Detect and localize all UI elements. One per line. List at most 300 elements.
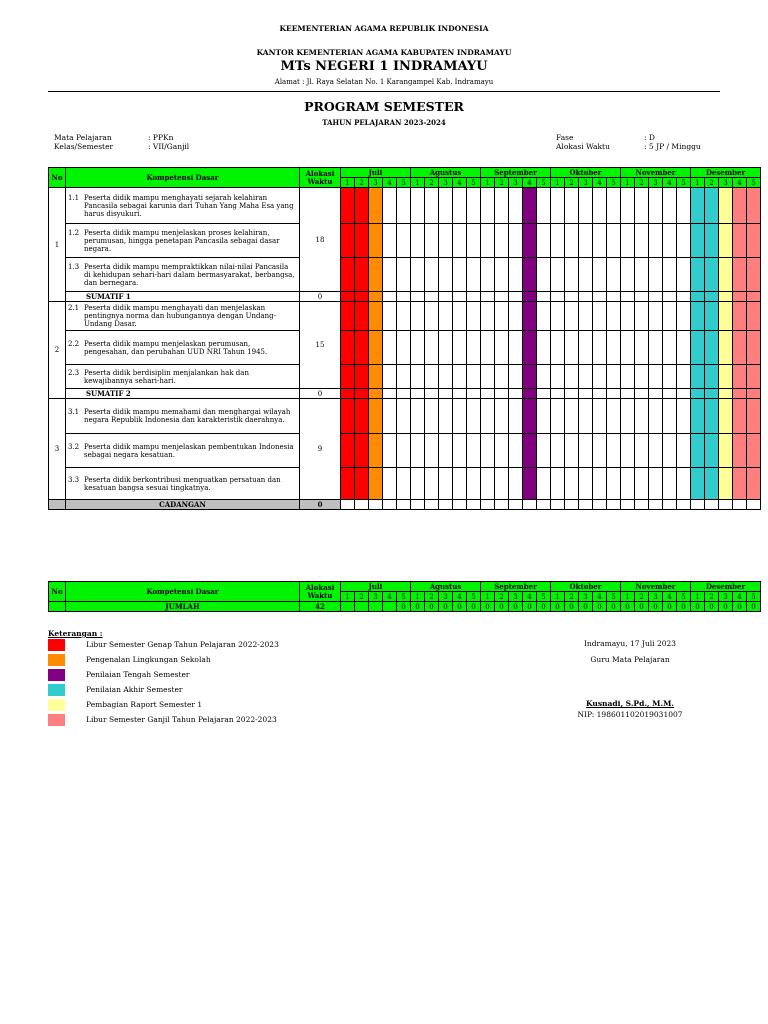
week-cell xyxy=(663,224,677,258)
week-cell xyxy=(481,399,495,434)
week-cell xyxy=(607,224,621,258)
competency-number: 1.2 xyxy=(68,228,80,237)
week-cell xyxy=(341,399,355,434)
ministry-name: KEEMENTERIAN AGAMA REPUBLIK INDONESIA xyxy=(279,24,489,33)
week-cell xyxy=(551,468,565,500)
week-cell xyxy=(523,500,537,510)
week-header: 1 xyxy=(341,592,355,602)
week-cell xyxy=(425,292,439,302)
week-cell xyxy=(677,258,691,292)
week-cell xyxy=(677,434,691,468)
week-cell xyxy=(621,258,635,292)
week-cell xyxy=(635,302,649,331)
week-header: 3 xyxy=(719,592,733,602)
legend-text: Penilaian Tengah Semester xyxy=(86,670,190,679)
summatif-row xyxy=(49,389,761,399)
week-cell xyxy=(747,292,761,302)
competency-cell xyxy=(66,224,300,258)
week-cell xyxy=(691,500,705,510)
legend-swatch xyxy=(48,669,65,681)
week-cell xyxy=(369,399,383,434)
week-cell xyxy=(509,365,523,389)
week-cell xyxy=(733,365,747,389)
week-cell xyxy=(439,302,453,331)
week-cell xyxy=(453,292,467,302)
week-cell xyxy=(341,292,355,302)
week-cell xyxy=(621,399,635,434)
week-cell xyxy=(537,258,551,292)
week-cell xyxy=(719,434,733,468)
week-header: 5 xyxy=(747,592,761,602)
week-header: 1 xyxy=(411,178,425,188)
week-cell xyxy=(677,500,691,510)
week-cell xyxy=(369,331,383,365)
legend-text: Libur Semester Ganjil Tahun Pelajaran 2022-2023 xyxy=(86,715,277,724)
week-cell xyxy=(705,365,719,389)
month-header: Desember xyxy=(691,582,761,592)
week-header: 4 xyxy=(733,592,747,602)
week-total: 0 xyxy=(691,602,705,612)
week-cell xyxy=(593,331,607,365)
week-cell xyxy=(705,399,719,434)
week-cell xyxy=(719,258,733,292)
week-cell xyxy=(663,500,677,510)
week-cell xyxy=(411,331,425,365)
week-cell xyxy=(733,500,747,510)
semester-program-table xyxy=(48,167,761,510)
week-cell xyxy=(733,468,747,500)
week-cell xyxy=(383,188,397,224)
week-cell xyxy=(467,302,481,331)
week-cell xyxy=(649,188,663,224)
week-cell xyxy=(495,468,509,500)
week-cell xyxy=(719,331,733,365)
week-cell xyxy=(509,302,523,331)
week-cell xyxy=(537,331,551,365)
week-cell xyxy=(747,365,761,389)
week-cell xyxy=(691,258,705,292)
week-header: 3 xyxy=(369,178,383,188)
competency-number: 1.3 xyxy=(68,262,80,271)
week-cell xyxy=(425,302,439,331)
week-cell xyxy=(705,468,719,500)
week-cell xyxy=(537,468,551,500)
month-header: Juli xyxy=(341,168,411,178)
week-cell xyxy=(621,188,635,224)
week-header: 1 xyxy=(691,178,705,188)
week-cell xyxy=(369,258,383,292)
week-header: 1 xyxy=(691,592,705,602)
week-header: 2 xyxy=(635,178,649,188)
reserve-allocation: 0 xyxy=(300,500,341,510)
total-row xyxy=(49,602,761,612)
week-cell xyxy=(663,434,677,468)
week-header: 2 xyxy=(565,178,579,188)
week-cell xyxy=(411,365,425,389)
week-cell xyxy=(411,434,425,468)
week-cell xyxy=(369,500,383,510)
week-cell xyxy=(495,365,509,389)
competency-cell xyxy=(66,331,300,365)
week-cell xyxy=(565,399,579,434)
week-cell xyxy=(467,399,481,434)
week-cell xyxy=(663,292,677,302)
week-cell xyxy=(635,389,649,399)
week-cell xyxy=(691,389,705,399)
week-cell xyxy=(565,258,579,292)
week-cell xyxy=(453,302,467,331)
week-cell xyxy=(383,292,397,302)
week-cell xyxy=(439,188,453,224)
week-cell xyxy=(341,331,355,365)
week-cell xyxy=(397,365,411,389)
week-cell xyxy=(719,500,733,510)
competency-number: 2.2 xyxy=(68,339,80,348)
week-cell xyxy=(509,399,523,434)
legend-text: Pembagian Raport Semester 1 xyxy=(86,700,203,709)
week-header: 4 xyxy=(663,178,677,188)
week-cell xyxy=(467,331,481,365)
week-cell xyxy=(425,500,439,510)
week-header: 5 xyxy=(747,178,761,188)
week-header: 3 xyxy=(579,178,593,188)
academic-year: TAHUN PELAJARAN 2023-2024 xyxy=(322,118,446,127)
week-cell xyxy=(663,302,677,331)
week-cell xyxy=(495,292,509,302)
week-cell xyxy=(341,365,355,389)
week-cell xyxy=(677,399,691,434)
week-cell xyxy=(579,331,593,365)
week-cell xyxy=(593,399,607,434)
legend-item xyxy=(48,669,348,683)
week-header: 2 xyxy=(355,178,369,188)
week-cell xyxy=(593,500,607,510)
week-cell xyxy=(453,468,467,500)
week-header: 5 xyxy=(677,592,691,602)
summatif-allocation: 0 xyxy=(300,292,341,302)
week-header: 5 xyxy=(677,178,691,188)
alloc-header: Alokasi Waktu xyxy=(300,168,341,188)
no-header: No xyxy=(49,582,66,602)
week-total: 0 xyxy=(523,602,537,612)
week-cell xyxy=(621,224,635,258)
week-cell xyxy=(691,224,705,258)
week-cell xyxy=(747,468,761,500)
week-cell xyxy=(383,224,397,258)
week-cell xyxy=(565,224,579,258)
week-cell xyxy=(579,434,593,468)
legend-swatch xyxy=(48,699,65,711)
week-cell xyxy=(607,389,621,399)
week-cell xyxy=(341,302,355,331)
kd-header: Kompetensi Dasar xyxy=(66,168,300,188)
signature-nip: NIP: 198601102019031007 xyxy=(577,710,683,719)
week-cell xyxy=(411,188,425,224)
week-cell xyxy=(467,292,481,302)
week-cell xyxy=(523,331,537,365)
week-cell xyxy=(565,331,579,365)
signature-place-date: Indramayu, 17 Juli 2023 xyxy=(583,639,677,648)
week-cell xyxy=(719,292,733,302)
week-header: 4 xyxy=(593,592,607,602)
week-cell xyxy=(551,500,565,510)
week-cell xyxy=(425,468,439,500)
competency-number: 3.1 xyxy=(68,408,80,416)
week-cell xyxy=(691,434,705,468)
week-cell xyxy=(481,434,495,468)
competency-row xyxy=(49,224,761,258)
week-header: 2 xyxy=(495,592,509,602)
kd-header: Kompetensi Dasar xyxy=(66,582,300,602)
legend-swatch xyxy=(48,639,65,651)
week-cell xyxy=(509,331,523,365)
week-cell xyxy=(579,468,593,500)
week-cell xyxy=(551,399,565,434)
week-cell xyxy=(355,292,369,302)
week-cell xyxy=(439,365,453,389)
week-cell xyxy=(649,500,663,510)
week-cell xyxy=(649,302,663,331)
week-cell xyxy=(677,302,691,331)
week-cell xyxy=(733,292,747,302)
week-cell xyxy=(649,292,663,302)
class-label: Kelas/Semester xyxy=(54,142,114,151)
competency-cell xyxy=(66,258,300,292)
group-number: 3 xyxy=(49,399,66,500)
week-cell xyxy=(607,434,621,468)
week-total: 0 xyxy=(439,602,453,612)
week-header: 3 xyxy=(649,592,663,602)
week-cell xyxy=(635,224,649,258)
week-header: 3 xyxy=(649,178,663,188)
week-total: 0 xyxy=(579,602,593,612)
week-header: 5 xyxy=(397,178,411,188)
week-cell xyxy=(369,389,383,399)
week-cell xyxy=(509,434,523,468)
week-total: 0 xyxy=(467,602,481,612)
page-title: PROGRAM SEMESTER xyxy=(304,99,464,114)
week-cell xyxy=(551,258,565,292)
week-header: 5 xyxy=(467,178,481,188)
week-cell xyxy=(383,399,397,434)
week-cell xyxy=(747,224,761,258)
week-cell xyxy=(663,365,677,389)
week-total: 0 xyxy=(747,602,761,612)
week-cell xyxy=(537,224,551,258)
week-cell xyxy=(551,389,565,399)
week-cell xyxy=(481,331,495,365)
week-cell xyxy=(551,331,565,365)
week-cell xyxy=(733,399,747,434)
week-cell xyxy=(579,258,593,292)
week-cell xyxy=(565,500,579,510)
legend-item xyxy=(48,699,348,713)
competency-text: Peserta didik berkontribusi menguatkan persatuan dan kesatuan bangsa sesuai tingkatnya. xyxy=(84,475,281,492)
week-cell xyxy=(481,365,495,389)
week-cell xyxy=(649,389,663,399)
week-header: 4 xyxy=(733,178,747,188)
week-cell xyxy=(635,434,649,468)
week-cell xyxy=(607,468,621,500)
week-cell xyxy=(523,389,537,399)
week-cell xyxy=(523,258,537,292)
week-header: 4 xyxy=(523,178,537,188)
week-cell xyxy=(579,500,593,510)
week-cell xyxy=(607,302,621,331)
week-header: 4 xyxy=(453,592,467,602)
week-cell xyxy=(607,331,621,365)
week-cell xyxy=(383,302,397,331)
week-cell xyxy=(663,258,677,292)
week-cell xyxy=(565,468,579,500)
week-cell xyxy=(439,292,453,302)
week-cell xyxy=(733,434,747,468)
week-cell xyxy=(579,292,593,302)
week-total: 0 xyxy=(705,602,719,612)
competency-row xyxy=(49,331,761,365)
week-cell xyxy=(383,468,397,500)
week-cell xyxy=(747,258,761,292)
week-cell xyxy=(663,188,677,224)
week-cell xyxy=(369,365,383,389)
competency-text: Peserta didik mampu menjelaskan pembentukan Indonesia sebagai negara kesatuan. xyxy=(84,442,294,459)
week-total: 0 xyxy=(397,602,411,612)
week-cell xyxy=(537,399,551,434)
week-cell xyxy=(355,302,369,331)
week-cell xyxy=(621,365,635,389)
week-cell xyxy=(649,224,663,258)
legend-text: Penilaian Akhir Semester xyxy=(86,685,183,694)
week-cell xyxy=(383,365,397,389)
week-cell xyxy=(369,468,383,500)
week-total: 0 xyxy=(635,602,649,612)
week-total: 0 xyxy=(593,602,607,612)
week-cell xyxy=(369,224,383,258)
week-cell xyxy=(719,365,733,389)
month-header: November xyxy=(621,168,691,178)
week-total: 0 xyxy=(509,602,523,612)
week-cell xyxy=(663,468,677,500)
legend-item xyxy=(48,714,348,728)
week-cell xyxy=(579,399,593,434)
week-cell xyxy=(537,500,551,510)
header-divider xyxy=(48,91,720,92)
week-cell xyxy=(425,389,439,399)
competency-number: 3.2 xyxy=(68,442,80,451)
week-cell xyxy=(677,331,691,365)
week-cell xyxy=(607,258,621,292)
week-total: 0 xyxy=(649,602,663,612)
week-cell xyxy=(649,258,663,292)
subject-value: : PPKn xyxy=(148,133,174,142)
time-value: : 5 JP / Minggu xyxy=(644,142,701,151)
competency-row xyxy=(49,468,761,500)
subject-label: Mata Pelajaran xyxy=(54,133,112,142)
week-cell xyxy=(397,188,411,224)
week-cell xyxy=(467,468,481,500)
week-total xyxy=(341,602,355,612)
week-cell xyxy=(425,331,439,365)
week-cell xyxy=(747,188,761,224)
week-cell xyxy=(705,434,719,468)
week-cell xyxy=(635,500,649,510)
week-cell xyxy=(509,389,523,399)
week-cell xyxy=(355,258,369,292)
week-header: 2 xyxy=(635,592,649,602)
week-total: 0 xyxy=(719,602,733,612)
week-cell xyxy=(649,434,663,468)
week-cell xyxy=(439,434,453,468)
week-cell xyxy=(551,292,565,302)
week-cell xyxy=(467,389,481,399)
week-cell xyxy=(677,389,691,399)
competency-text: Peserta didik mampu menghayati sejarah kelahiran Pancasila sebagai karunia dari Tuhan Yang Maha Esa yang harus disyukuri. xyxy=(84,193,294,218)
competency-row xyxy=(49,365,761,389)
week-cell xyxy=(565,434,579,468)
week-cell xyxy=(397,434,411,468)
week-total xyxy=(355,602,369,612)
week-cell xyxy=(355,399,369,434)
week-header: 5 xyxy=(607,178,621,188)
competency-row xyxy=(49,434,761,468)
week-cell xyxy=(663,389,677,399)
week-cell xyxy=(635,365,649,389)
week-cell xyxy=(551,365,565,389)
week-cell xyxy=(607,365,621,389)
week-total: 0 xyxy=(607,602,621,612)
week-cell xyxy=(509,224,523,258)
week-header: 4 xyxy=(383,178,397,188)
week-cell xyxy=(481,258,495,292)
week-cell xyxy=(439,500,453,510)
week-cell xyxy=(453,389,467,399)
month-header: Agustus xyxy=(411,168,481,178)
week-cell xyxy=(411,302,425,331)
week-cell xyxy=(411,399,425,434)
week-cell xyxy=(719,188,733,224)
week-cell xyxy=(523,399,537,434)
week-cell xyxy=(621,434,635,468)
week-cell xyxy=(495,434,509,468)
summatif-label: SUMATIF 2 xyxy=(66,389,300,399)
week-cell xyxy=(537,434,551,468)
summatif-label: SUMATIF 1 xyxy=(66,292,300,302)
week-cell xyxy=(411,258,425,292)
week-cell xyxy=(691,399,705,434)
week-total: 0 xyxy=(495,602,509,612)
week-cell xyxy=(635,399,649,434)
week-cell xyxy=(621,292,635,302)
month-header: Agustus xyxy=(411,582,481,592)
week-cell xyxy=(663,331,677,365)
no-header: No xyxy=(49,168,66,188)
competency-text: Peserta didik mampu menghayati dan menjelaskan pentingnya norma dan hubungannya dengan Undang-Undang Dasar. xyxy=(84,304,277,328)
week-cell xyxy=(579,389,593,399)
week-cell xyxy=(621,331,635,365)
week-cell xyxy=(607,500,621,510)
week-cell xyxy=(523,468,537,500)
week-cell xyxy=(733,302,747,331)
legend-swatch xyxy=(48,654,65,666)
week-cell xyxy=(481,188,495,224)
competency-row xyxy=(49,258,761,292)
time-label: Alokasi Waktu xyxy=(556,142,610,151)
week-cell xyxy=(481,292,495,302)
competency-row xyxy=(49,302,761,331)
week-cell xyxy=(691,468,705,500)
week-cell xyxy=(593,292,607,302)
week-cell xyxy=(649,399,663,434)
